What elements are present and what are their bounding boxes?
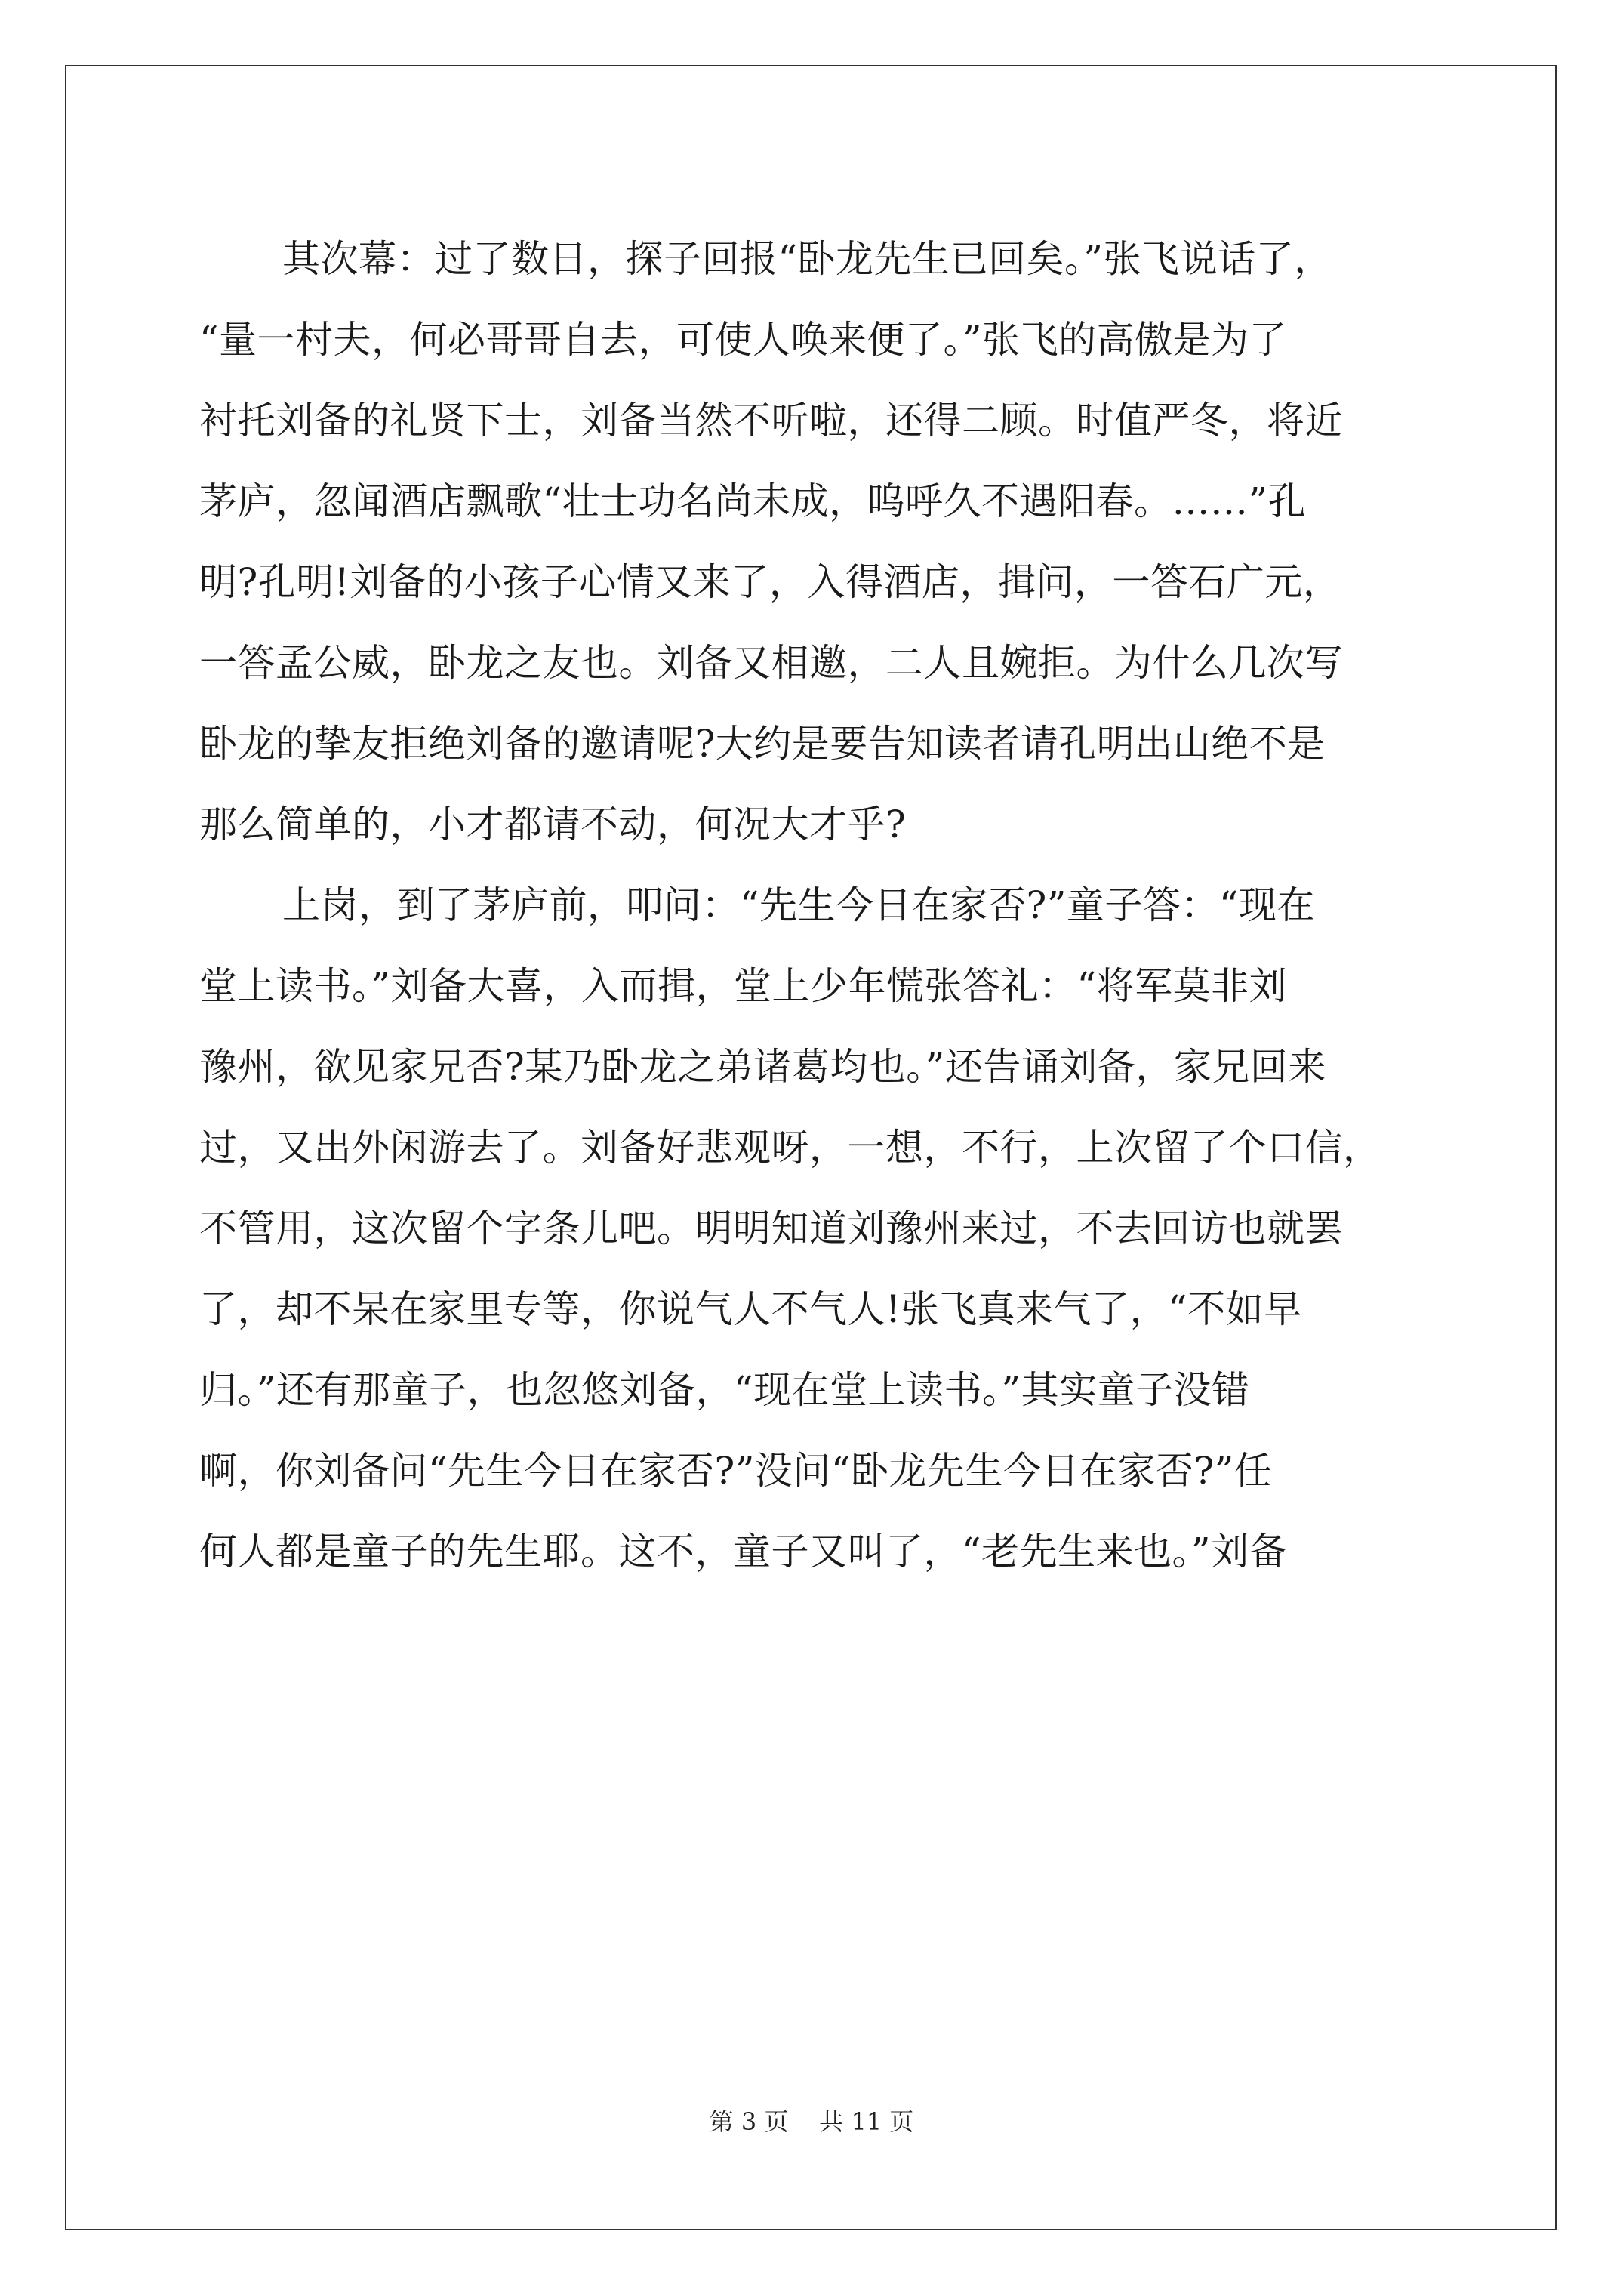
text-line: 衬托刘备的礼贤下士，刘备当然不听啦，还得二顾。时值严冬，将近: [199, 399, 1343, 442]
text-line: 啊，你刘备问“先生今日在家否?”没问“卧龙先生今日在家否?”任: [199, 1449, 1273, 1493]
text-line: 了，却不呆在家里专等，你说气人不气人!张飞真来气了，“不如早: [199, 1287, 1302, 1331]
text-line: 其次幕：过了数日，探子回报“卧龙先生已回矣。”张飞说话了，: [282, 237, 1332, 281]
current-page-number: 第 3 页: [709, 2107, 789, 2136]
text-line: 豫州，欲见家兄否?某乃卧龙之弟诸葛均也。”还告诵刘备，家兄回来: [199, 1045, 1326, 1089]
text-line: 上岗，到了茅庐前，叩问：“先生今日在家否?”童子答：“现在: [282, 883, 1315, 927]
document-body: [199, 219, 1437, 1592]
text-line: 堂上读书。”刘备大喜，入而揖，堂上少年慌张答礼：“将军莫非刘: [199, 964, 1288, 1008]
text-line: 过，又出外闲游去了。刘备好悲观呀，一想，不行，上次留了个口信，: [199, 1126, 1381, 1170]
page-footer: [0, 2106, 1623, 2137]
paragraph-2: [199, 865, 1437, 1592]
total-pages: 共 11 页: [819, 2107, 914, 2136]
text-line: 归。”还有那童子，也忽悠刘备，“现在堂上读书。”其实童子没错: [199, 1368, 1250, 1412]
text-line: 一答孟公威，卧龙之友也。刘备又相邀，二人且婉拒。为什么几次写: [199, 641, 1343, 685]
paragraph-1: [199, 219, 1437, 865]
text-line: “量一村夫，何必哥哥自去，可使人唤来便了。”张飞的高傲是为了: [199, 318, 1288, 362]
text-line: 明?孔明!刘备的小孩子心情又来了，入得酒店，揖问，一答石广元，: [199, 560, 1341, 604]
text-line: 那么简单的，小才都请不动，何况大才乎?: [199, 803, 907, 846]
text-line: 卧龙的挚友拒绝刘备的邀请呢?大约是要告知读者请孔明出山绝不是: [199, 722, 1326, 766]
text-line: 何人都是童子的先生耶。这不，童子又叫了，“老先生来也。”刘备: [199, 1530, 1288, 1573]
text-line: 不管用，这次留个字条儿吧。明明知道刘豫州来过，不去回访也就罢: [199, 1207, 1343, 1250]
text-line: 茅庐，忽闻酒店飘歌“壮士功名尚未成，呜呼久不遇阳春。……”孔: [199, 479, 1307, 523]
